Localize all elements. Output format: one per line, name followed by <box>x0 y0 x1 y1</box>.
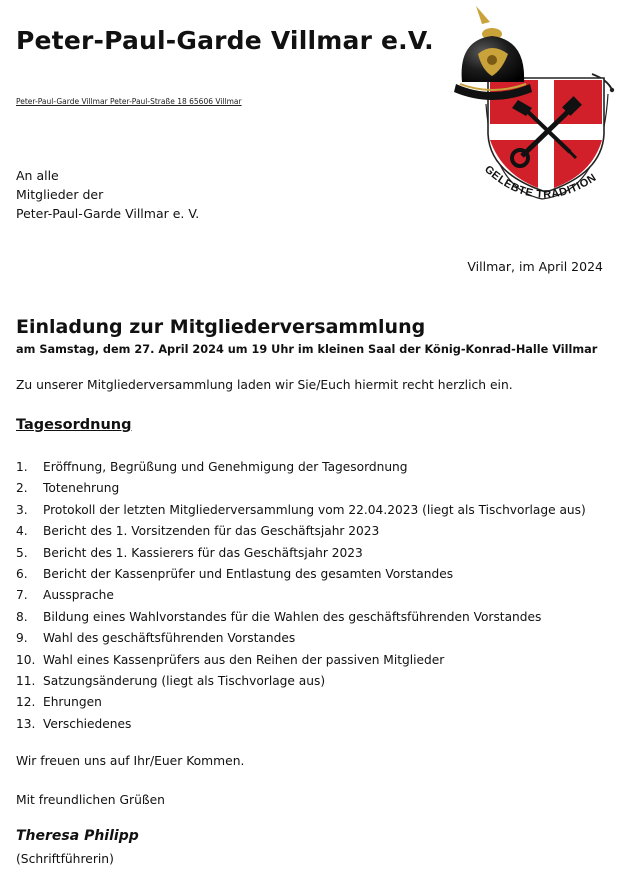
signature-name: Theresa Philipp <box>16 828 139 844</box>
signature-role: (Schriftführerin) <box>16 852 114 866</box>
agenda-item: 3. Protokoll der letzten Mitgliederversammlung vom 22.04.2023 (liegt als Tischvorlage aus) <box>16 502 586 517</box>
agenda-item: 6. Bericht der Kassenprüfer und Entlastung des gesamten Vorstandes <box>16 566 454 581</box>
agenda-item: 1. Eröffnung, Begrüßung und Genehmigung der Tagesordnung <box>16 460 408 474</box>
agenda-item: 12. Ehrungen <box>16 695 102 710</box>
agenda-item: 2. Totenehrung <box>16 481 120 496</box>
agenda-item: 11. Satzungsänderung (liegt als Tischvorlage aus) <box>16 673 326 688</box>
recipient-block <box>16 166 199 223</box>
invitation-subtitle: am Samstag, dem 27. April 2024 um 19 Uhr im kleinen Saal der König-Konrad-Halle Villmar <box>16 343 598 356</box>
greeting-line: Mit freundlichen Grüßen <box>16 793 165 807</box>
closing-line: Wir freuen uns auf Ihr/Euer Kommen. <box>16 754 245 768</box>
place-date: Villmar, im April 2024 <box>467 259 603 274</box>
recipient-line: Mitglieder der <box>16 187 104 202</box>
agenda-item: 8. Bildung eines Wahlvorstandes für die Wahlen des geschäftsführenden Vorstandes <box>16 609 542 624</box>
invitation-intro: Zu unserer Mitgliederversammlung laden wir Sie/Euch hiermit recht herzlich ein. <box>16 378 513 392</box>
agenda-item: 4. Bericht des 1. Vorsitzenden für das Geschäftsjahr 2023 <box>16 524 380 539</box>
agenda-item: 9. Wahl des geschäftsführenden Vorstandes <box>16 631 296 646</box>
agenda-item: 7. Aussprache <box>16 588 114 603</box>
recipient-line: An alle <box>16 168 59 183</box>
agenda-item: 13. Verschiedenes <box>16 716 132 731</box>
agenda-title: Tagesordnung <box>16 417 132 433</box>
agenda-list <box>16 457 586 735</box>
logo-motto: GELEBTE TRADITION <box>482 163 599 201</box>
agenda-item: 5. Bericht des 1. Kassierers für das Geschäftsjahr 2023 <box>16 545 363 560</box>
organization-title: Peter-Paul-Garde Villmar e.V. <box>16 26 434 55</box>
invitation-title: Einladung zur Mitgliederversammlung <box>16 316 426 338</box>
recipient-line: Peter-Paul-Garde Villmar e. V. <box>16 206 200 221</box>
sender-address-line: Peter-Paul-Garde Villmar Peter-Paul-Straße 18 65606 Villmar <box>16 97 242 106</box>
club-logo <box>452 4 618 218</box>
agenda-item: 10. Wahl eines Kassenprüfers aus den Reihen der passiven Mitglieder <box>16 652 445 667</box>
